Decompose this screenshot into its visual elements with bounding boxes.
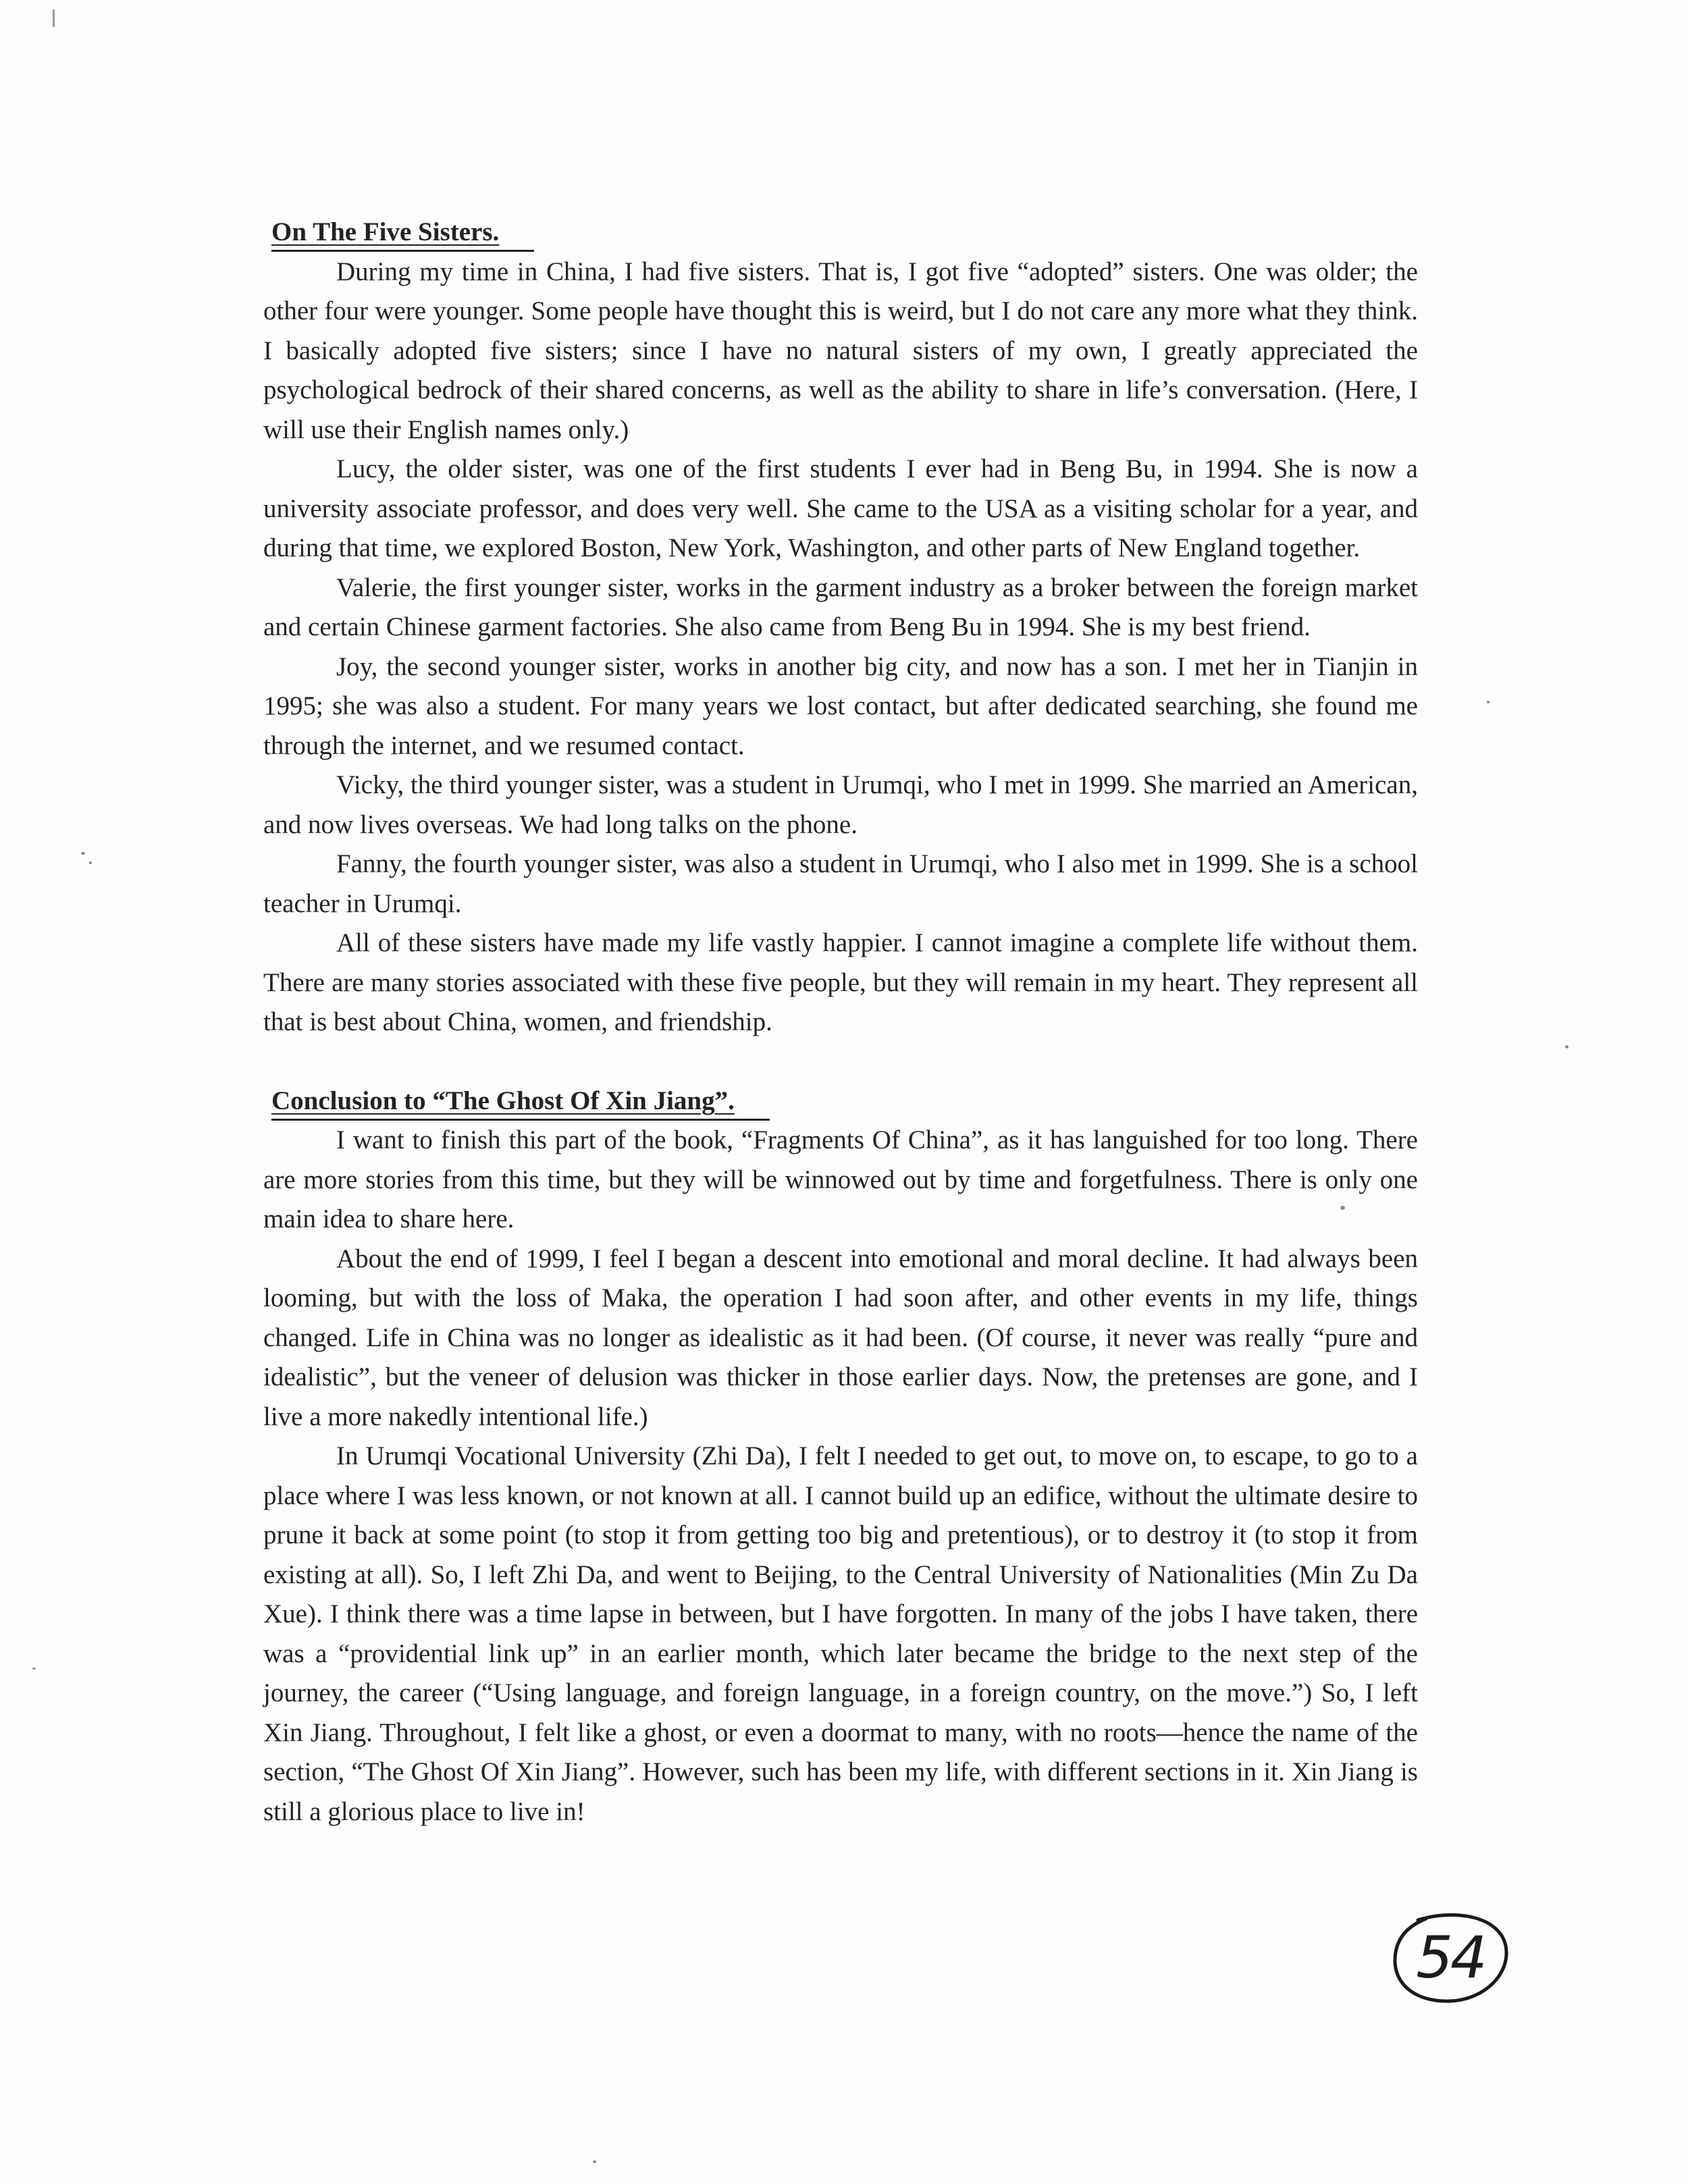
paragraph: During my time in China, I had five sisters. That is, I got five “adopted” sisters. One was older; the other four were younger. Some people have thought this is weird, but I do not care any more what they think. I basically adopted five sisters; since I have no natural sisters of my own, I greatly appreciated the psychological bedrock of their shared concerns, as well as the ability to share in life’s conversation. (Here, I will use their English names only.) — [263, 257, 1418, 444]
paragraph: Valerie, the first younger sister, works in the garment industry as a broker between the foreign market and certain Chinese garment factories. She also came from Beng Bu in 1994. She is my best friend. — [263, 572, 1418, 641]
section-conclusion — [263, 1082, 1418, 1832]
document-body — [263, 213, 1418, 1832]
scan-speck — [1565, 1045, 1568, 1048]
page-number: 54 — [1416, 1924, 1485, 1992]
scan-speck — [32, 1668, 36, 1670]
scan-speck — [81, 852, 85, 855]
paragraph: Fanny, the fourth younger sister, was also a student in Urumqi, who I also met in 1999. She is a school teacher in Urumqi. — [263, 849, 1418, 918]
section-heading: Conclusion to “The Ghost Of Xin Jiang”. — [271, 1084, 770, 1121]
paragraph: About the end of 1999, I feel I began a descent into emotional and moral decline. It had always been looming, but with the loss of Maka, the operation I had soon after, and other events in my life, things changed. Life in China was no longer as idealistic as it had been. (Of course, it never was really “pure and idealistic”, but the veneer of delusion was thicker in those earlier days. Now, the pretenses are gone, and I live a more nakedly intentional life.) — [263, 1244, 1418, 1431]
paragraph: Vicky, the third younger sister, was a student in Urumqi, who I met in 1999. She married an American, and now lives overseas. We had long talks on the phone. — [263, 770, 1418, 839]
paragraph: In Urumqi Vocational University (Zhi Da), I felt I needed to get out, to move on, to escape, to go to a place where I was less known, or not known at all. I cannot build up an edifice, without the ultimate desire to prune it back at some point (to stop it from getting too big and pretentious), or to destroy it (to stop it from existing at all). So, I left Zhi Da, and went to Beijing, to the Central University of Nationalities (Min Zu Da Xue). I think there was a time lapse in between, but I have forgotten. In many of the jobs I have taken, there was a “providential link up” in an earlier month, which later became the bridge to the next step of the journey, the career (“Using language, and foreign language, in a foreign country, on the move.”) So, I left Xin Jiang. Throughout, I felt like a ghost, or even a doormat to many, with no roots—hence the name of the section, “The Ghost Of Xin Jiang”. However, such has been my life, with different sections in it. Xin Jiang is still a glorious place to live in! — [263, 1441, 1418, 1826]
scan-speck — [89, 861, 92, 864]
paragraph: Lucy, the older sister, was one of the first students I ever had in Beng Bu, in 1994. She is now a university associate professor, and does very well. She came to the USA as a visiting scholar for a year, and during that time, we explored Boston, New York, Washington, and other parts of New England together. — [263, 454, 1418, 562]
scan-speck — [1487, 701, 1489, 703]
paragraph: All of these sisters have made my life vastly happier. I cannot imagine a complete life without them. There are many stories associated with these five people, but they will remain in my heart. They represent all that is best about China, women, and friendship. — [263, 928, 1418, 1036]
scan-mark — [53, 9, 55, 27]
section-five-sisters — [263, 213, 1418, 1042]
scan-speck — [593, 2160, 596, 2163]
paragraph: Joy, the second younger sister, works in another big city, and now has a son. I met her in Tianjin in 1995; she was also a student. For many years we lost contact, but after dedicated searching, she found me through the internet, and we resumed contact. — [263, 651, 1418, 760]
page-number-circle — [1391, 1911, 1510, 2005]
paragraph: I want to finish this part of the book, “Fragments Of China”, as it has languished for too long. There are more stories from this time, but they will be winnowed out by time and forgetfulness. There is only one main idea to share here. — [263, 1125, 1418, 1233]
section-heading: On The Five Sisters. — [271, 215, 534, 252]
